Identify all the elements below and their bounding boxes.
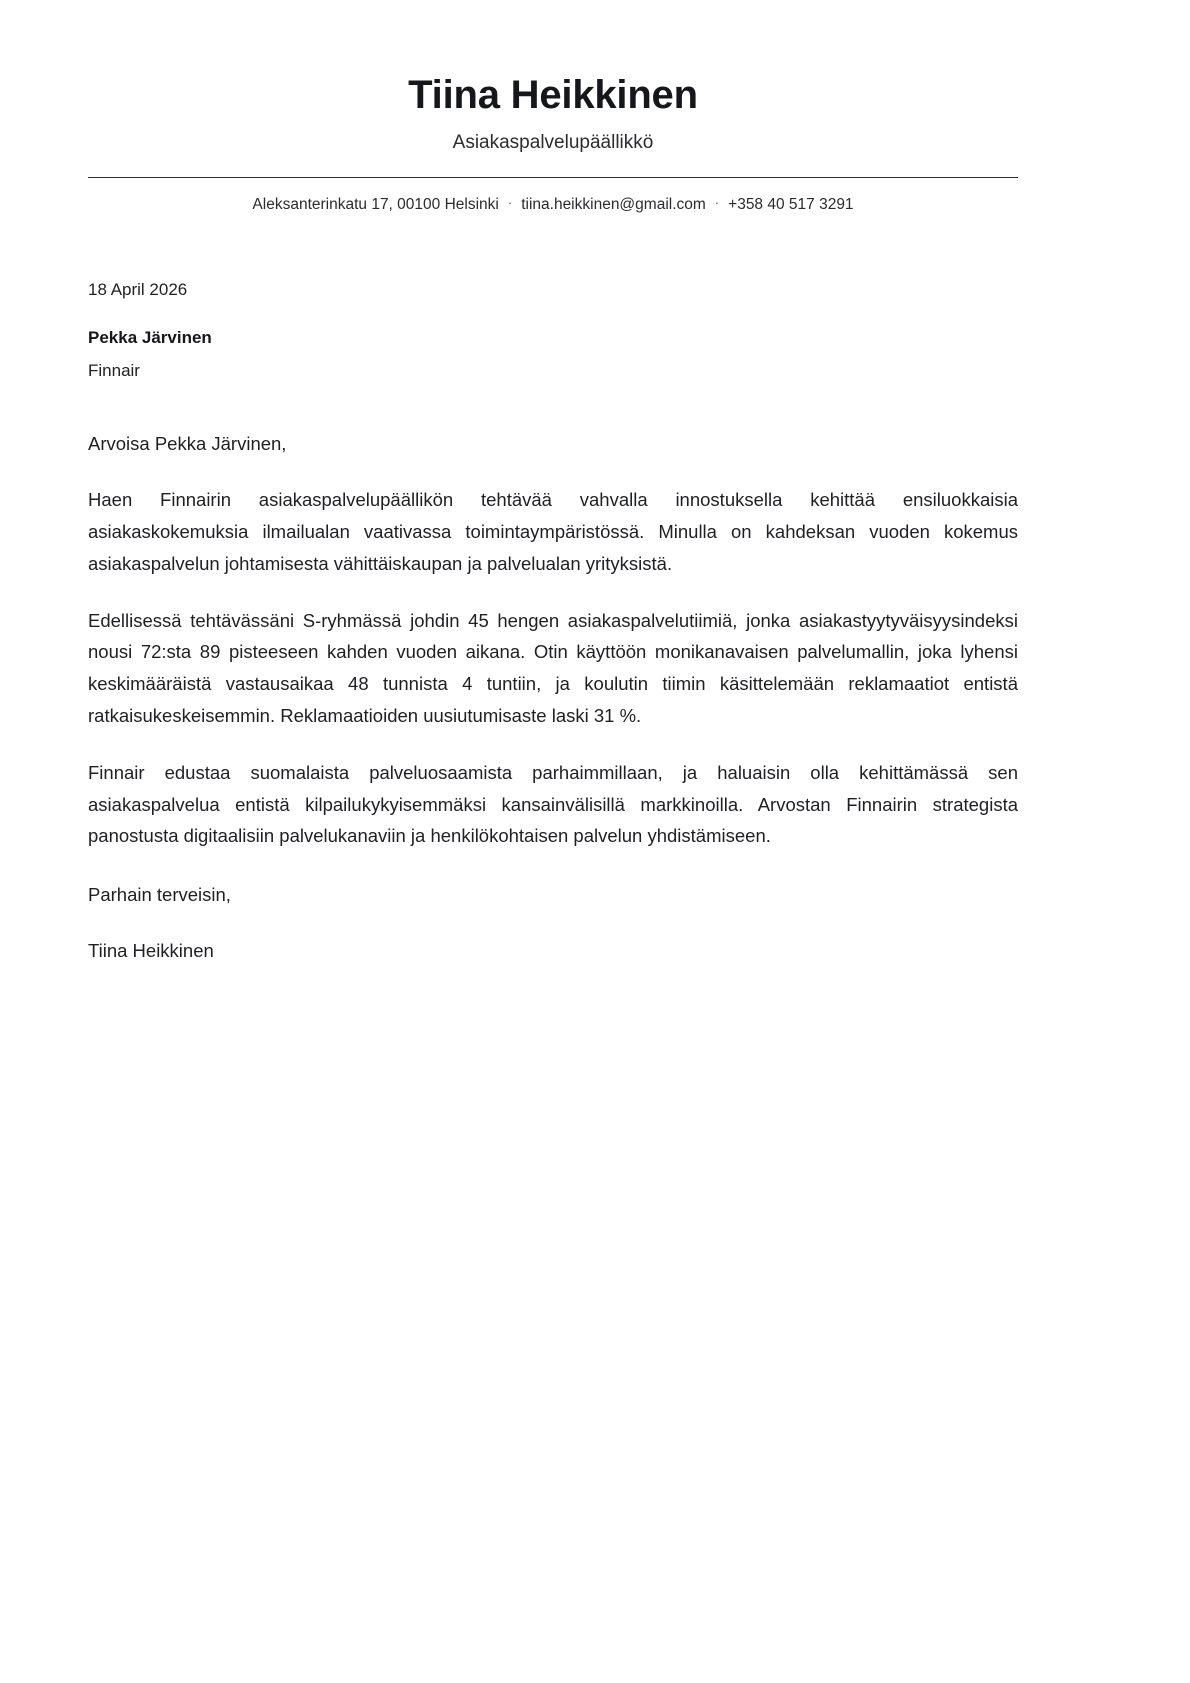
letter-meta	[88, 277, 1018, 384]
salutation: Arvoisa Pekka Järvinen,	[88, 433, 287, 455]
contact-separator-2: ·	[714, 194, 720, 210]
contact-separator-1: ·	[507, 194, 513, 210]
applicant-name: Tiina Heikkinen	[408, 73, 698, 117]
closing-line: Parhain terveisin,	[88, 884, 231, 906]
letter-header	[88, 0, 1018, 215]
contact-phone[interactable]: +358 40 517 3291	[728, 195, 854, 213]
signature-name: Tiina Heikkinen	[88, 939, 214, 961]
letter-date: 18 April 2026	[88, 279, 188, 299]
body-paragraph-3: Finnair edustaa suomalaista palveluosaamista parhaimmillaan, ja haluaisin olla kehittämässä sen asiakaspalvelua entistä kilpailukykyisemmäksi kansainvälisillä markkinoilla. Arvostan Finnairin strategista panostusta digitaalisiin palvelukanaviin ja henkilökohtaisen palvelun yhdistämiseen.	[88, 761, 1018, 847]
recipient-company: Finnair	[88, 360, 140, 380]
header-divider	[88, 177, 1018, 178]
body-paragraph-2: Edellisessä tehtävässäni S-ryhmässä johdin 45 hengen asiakaspalvelutiimiä, jonka asiakastyytyväisyysindeksi nousi 72:sta 89 pisteeseen kahden vuoden aikana. Otin käyttöön monikanavaisen palvelumallin, joka lyhensi keskimääräistä vastausaikaa 48 tunnista 4 tuntiin, ja koulutin tiimin käsittelemään reklamaatiot entistä ratkaisukeskeisemmin. Reklamaatioiden uusiutumisaste laski 31 %.	[88, 609, 1018, 726]
contact-email[interactable]: tiina.heikkinen@gmail.com	[521, 195, 706, 213]
contact-line	[88, 195, 1018, 215]
letter-body	[88, 430, 1018, 965]
contact-address: Aleksanterinkatu 17, 00100 Helsinki	[252, 195, 499, 213]
body-paragraph-1: Haen Finnairin asiakaspalvelupäällikön tehtävää vahvalla innostuksella kehittää ensiluokkaisia asiakaskokemuksia ilmailualan vaativassa toimintaympäristössä. Minulla on kahdeksan vuoden kokemus asiakaspalvelun johtamisesta vähittäiskaupan ja palvelualan yrityksistä.	[88, 489, 1018, 574]
letter-sheet	[88, 0, 1018, 965]
applicant-job-title: Asiakaspalvelupäällikkö	[452, 132, 654, 153]
recipient-name: Pekka Järvinen	[88, 328, 212, 348]
